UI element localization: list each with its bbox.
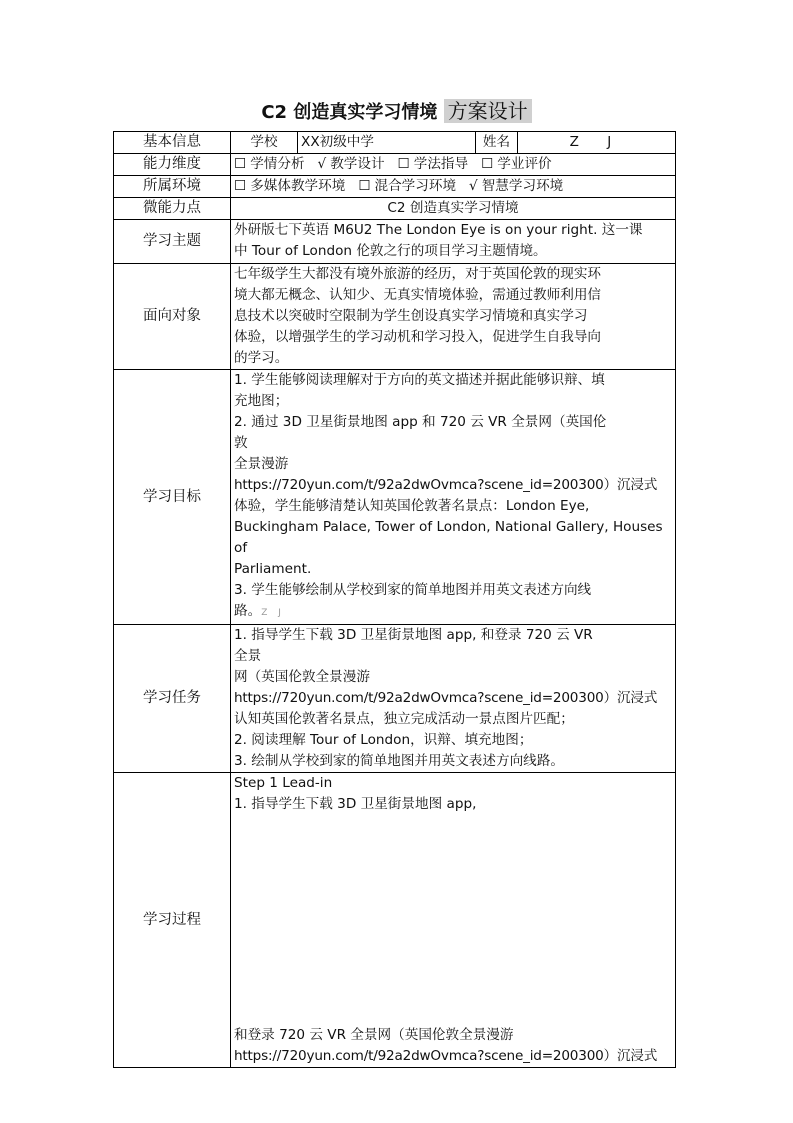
objective-line-2: 充地图； [234,393,289,409]
row-theme [114,220,676,264]
ability-option-3: 学法指导 [413,156,469,172]
environment-mark-1: ☐ [234,178,247,194]
task-line-4: https://720yun.com/t/92a2dwOvmca?scene_id=200300）沉浸式 [234,690,658,706]
objective-line-7: 体验，学生能够清楚认知英国伦敦著名景点：London Eye, [234,498,590,514]
objective-line-10: 3. 学生能够绘制从学校到家的简单地图并用英文表述方向线 [234,582,592,598]
objective-line-11 [234,601,672,624]
ability-option-4: 学业评价 [497,156,552,172]
name-label: 姓名 [476,132,518,154]
environment-option-1: 多媒体教学环境 [250,178,346,194]
micro-ability-label: 微能力点 [114,198,231,220]
process-label: 学习过程 [114,773,231,1068]
audience-line-3: 息技术以突破时空限制为学生创设真实学习情境和真实学习 [234,308,588,324]
audience-line-1: 七年级学生大都没有境外旅游的经历，对于英国伦敦的现实环 [234,266,602,282]
row-ability [114,154,676,176]
row-environment [114,176,676,198]
environment-option-2: 混合学习环境 [374,178,457,194]
ability-options [231,154,676,176]
objective-line-6: https://720yun.com/t/92a2dwOvmca?scene_id=200300）沉浸式 [234,477,658,493]
task-line-1: 1. 指导学生下载 3D 卫星街景地图 app, 和登录 720 云 VR [234,627,593,643]
environment-mark-3: √ [469,178,478,194]
process-step: Step 1 Lead-in [234,775,333,791]
objectives-label: 学习目标 [114,370,231,625]
task-line-6: 2. 阅读理解 Tour of London，识辩、填充地图； [234,732,533,748]
process-line-1: 1. 指导学生下载 3D 卫星街景地图 app, [234,796,477,812]
task-line-2: 全景 [234,648,262,664]
ability-mark-2: √ [317,156,327,172]
ability-mark-1: ☐ [234,156,247,172]
objective-last-text: 路。 [234,603,262,619]
ability-mark-3: ☐ [397,156,410,172]
environment-mark-2: ☐ [358,178,371,194]
process-blank-area [234,815,672,1025]
ability-mark-4: ☐ [481,156,494,172]
row-micro-ability [114,198,676,220]
objective-line-5: 全景漫游 [234,456,289,472]
row-basic-info [114,132,676,154]
audience-line-5: 的学习。 [234,350,289,366]
ability-option-2: 教学设计 [330,156,385,172]
micro-ability-value: C2 创造真实学习情境 [231,198,676,220]
title-main: C2 创造真实学习情境 [261,102,438,123]
theme-content [231,220,676,264]
process-line-2: 和登录 720 云 VR 全景网（英国伦敦全景漫游 [234,1027,514,1043]
task-line-3: 网（英国伦敦全景漫游 [234,669,370,685]
audience-line-4: 体验，以增强学生的学习动机和学习投入，促进学生自我导向 [234,329,602,345]
ability-option-1: 学情分析 [250,156,305,172]
plan-table [113,131,676,1068]
environment-label: 所属环境 [114,176,231,198]
objectives-content [231,370,676,625]
title-highlight: 方案设计 [444,99,532,123]
process-line-3: https://720yun.com/t/92a2dwOvmca?scene_id=200300）沉浸式 [234,1048,658,1064]
task-line-5: 认知英国伦敦著名景点，独立完成活动一景点图片匹配； [234,711,574,727]
objective-line-4: 敦 [234,435,248,451]
theme-line-2: 中 Tour of London 伦敦之行的项目学习主题情境。 [234,243,547,259]
theme-label: 学习主题 [114,220,231,264]
environment-option-3: 智慧学习环境 [481,178,564,194]
ability-label: 能力维度 [114,154,231,176]
school-label: 学校 [231,132,298,154]
process-content [231,773,676,1068]
basic-info-label: 基本信息 [114,132,231,154]
objective-line-9: Parliament. [234,561,312,577]
objective-line-1: 1. 学生能够阅读理解对于方向的英文描述并据此能够识辩、填 [234,372,605,388]
row-audience [114,264,676,370]
environment-options [231,176,676,198]
objective-line-8: Buckingham Palace, Tower of London, National Gallery, Houses of [234,519,663,556]
objective-line-3: 2. 通过 3D 卫星街景地图 app 和 720 云 VR 全景网（英国伦 [234,414,607,430]
row-process [114,773,676,1068]
row-tasks [114,625,676,773]
objective-mark: Z J [261,608,285,618]
audience-label: 面向对象 [114,264,231,370]
task-line-7: 3. 绘制从学校到家的简单地图并用英文表述方向线路。 [234,753,564,769]
theme-line-1: 外研版七下英语 M6U2 The London Eye is on your right. 这一课 [234,222,643,238]
name-value: Z J [518,132,676,154]
tasks-content [231,625,676,773]
school-value: XX初级中学 [298,132,476,154]
document-title [0,96,793,128]
tasks-label: 学习任务 [114,625,231,773]
audience-line-2: 境大都无概念、认知少、无真实情境体验，需通过教师利用信 [234,287,602,303]
row-objectives [114,370,676,625]
audience-content [231,264,676,370]
